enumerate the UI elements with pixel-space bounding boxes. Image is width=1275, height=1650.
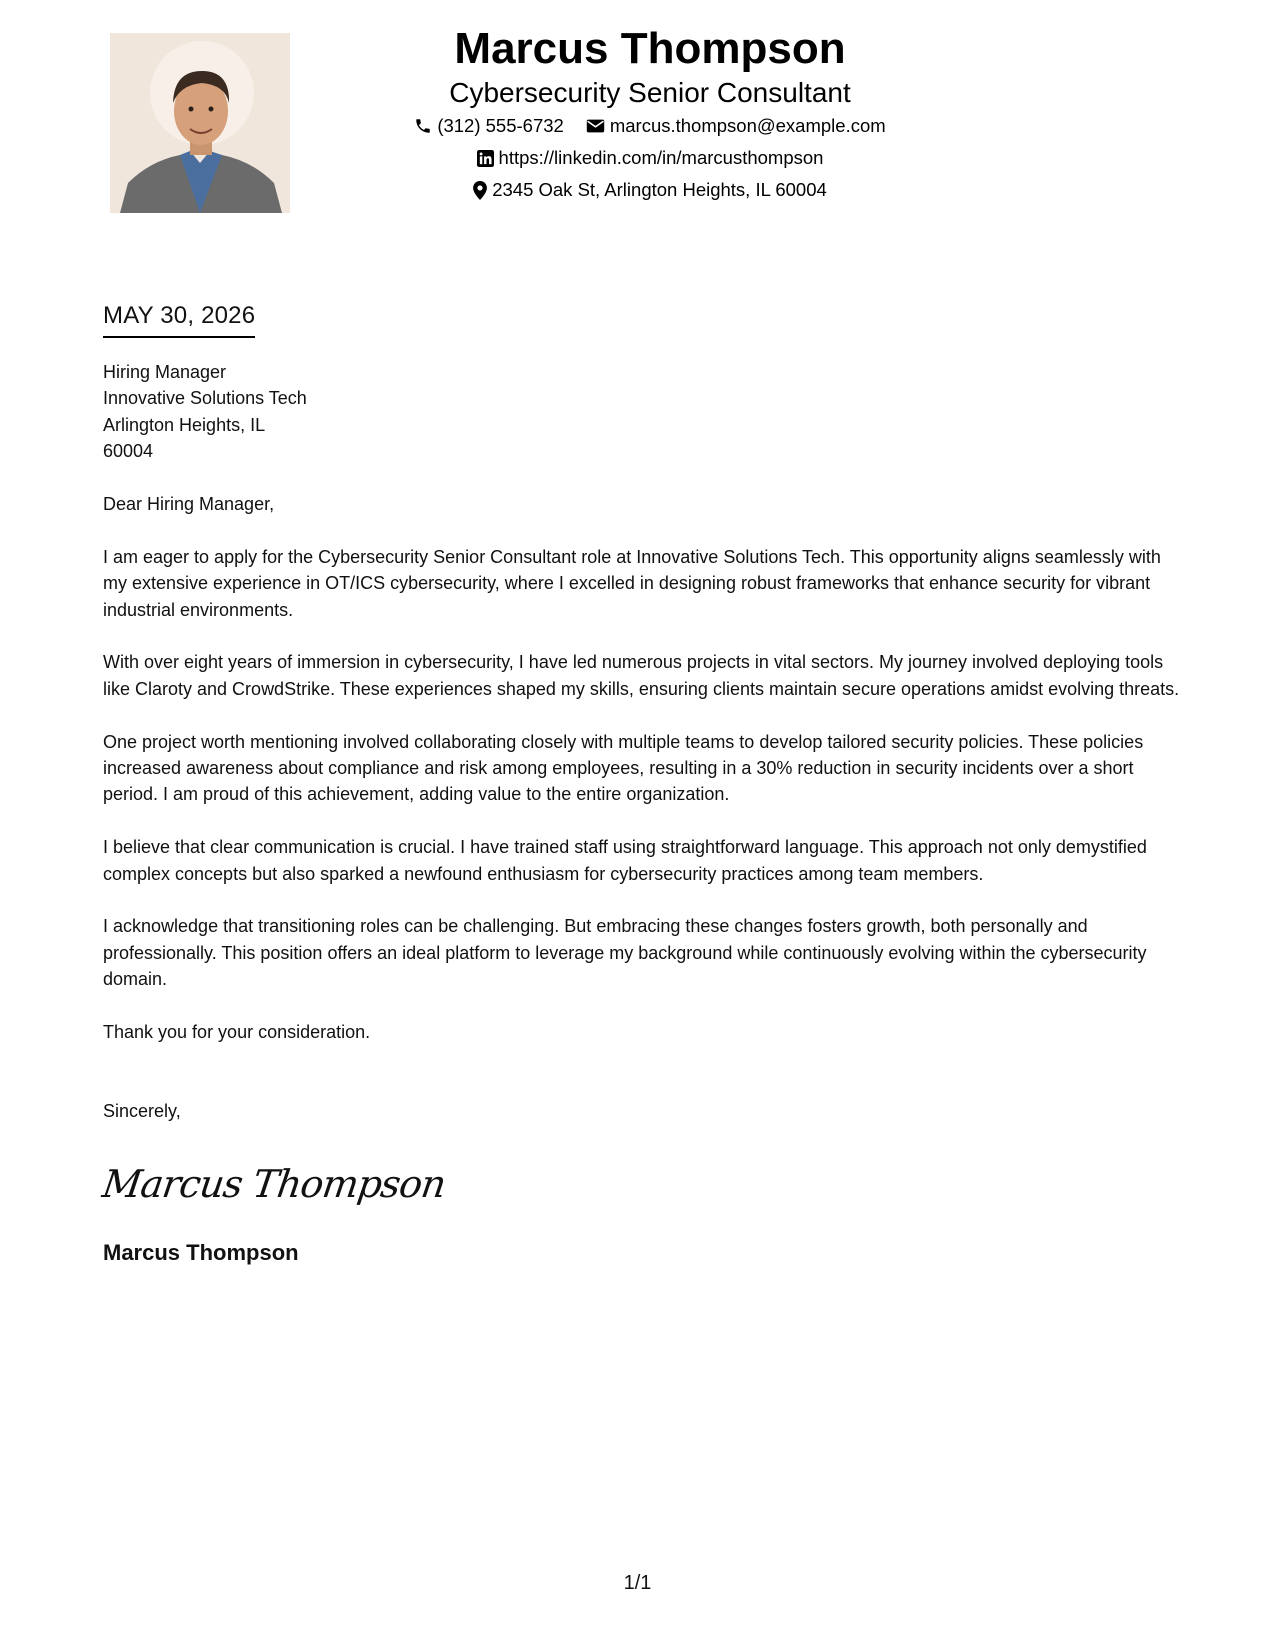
- map-marker-icon: [473, 181, 487, 200]
- body-paragraph: I believe that clear communication is crucial. I have trained staff using straightforward language. This approach not only demystified complex concepts but also sparked a newfound enthusiasm for cybersecurity practices among team members.: [103, 837, 1147, 884]
- email-address: marcus.thompson@example.com: [609, 115, 886, 136]
- body-paragraph: I am eager to apply for the Cybersecurity Senior Consultant role at Innovative Solutions Tech. This opportunity aligns seamlessly with my extensive experience in OT/ICS cybersecurity, where I excelled in designing robust frameworks that enhance security for vibrant industrial environments.: [103, 546, 1161, 620]
- profile-photo: [110, 33, 290, 213]
- linkedin-url: https://linkedin.com/in/marcusthompson: [498, 147, 824, 168]
- phone-number: (312) 555-6732: [437, 115, 564, 136]
- signer-name: Marcus Thompson: [103, 1239, 299, 1265]
- phone-icon: [414, 117, 432, 135]
- contact-row-linkedin: [340, 142, 960, 174]
- email-contact[interactable]: [586, 110, 886, 142]
- address-contact: [473, 174, 827, 206]
- contact-row-address: [340, 174, 960, 206]
- profile-photo-portrait: [110, 33, 290, 213]
- handwritten-signature: Marcus Thompson: [99, 1161, 449, 1206]
- letter-body: [99, 359, 1183, 1267]
- closing-line: Sincerely,: [103, 1101, 181, 1122]
- recipient-line: Innovative Solutions Tech: [103, 388, 307, 409]
- page-number: 1/1: [623, 1572, 652, 1594]
- linkedin-icon: [477, 150, 494, 167]
- letter-date: MAY 30, 2026: [103, 300, 255, 338]
- recipient-address: [103, 359, 1183, 465]
- body-paragraph: With over eight years of immersion in cybersecurity, I have led numerous projects in vital sectors. My journey involved deploying tools like Claroty and CrowdStrike. These experiences shaped my skills, ensuring clients maintain secure operations amidst evolving threats.: [103, 652, 1180, 699]
- salutation: Dear Hiring Manager,: [103, 494, 275, 515]
- contact-row-phone-email: [340, 110, 960, 142]
- body-paragraph: One project worth mentioning involved collaborating closely with multiple teams to develop tailored security policies. These policies increased awareness about compliance and risk among employees, resulting in a 30% reduction in security incidents over a short period. I am proud of this achievement, adding value to the entire organization.: [103, 731, 1144, 805]
- linkedin-contact[interactable]: [477, 142, 824, 174]
- job-title: Cybersecurity Senior Consultant: [449, 77, 851, 108]
- resume-header: [340, 20, 960, 206]
- recipient-line: 60004: [103, 441, 154, 462]
- recipient-line: Arlington Heights, IL: [103, 414, 266, 435]
- envelope-icon: [586, 118, 605, 134]
- thank-you-line: Thank you for your consideration.: [103, 1022, 371, 1043]
- body-paragraph: I acknowledge that transitioning roles can be challenging. But embracing these changes fosters growth, both personally and professionally. This position offers an ideal platform to leverage my background while continuously evolving within the cybersecurity domain.: [103, 916, 1147, 990]
- applicant-name: Marcus Thompson: [454, 24, 846, 73]
- phone-contact[interactable]: [414, 110, 564, 142]
- recipient-line: Hiring Manager: [103, 362, 227, 382]
- street-address: 2345 Oak St, Arlington Heights, IL 60004: [492, 179, 827, 200]
